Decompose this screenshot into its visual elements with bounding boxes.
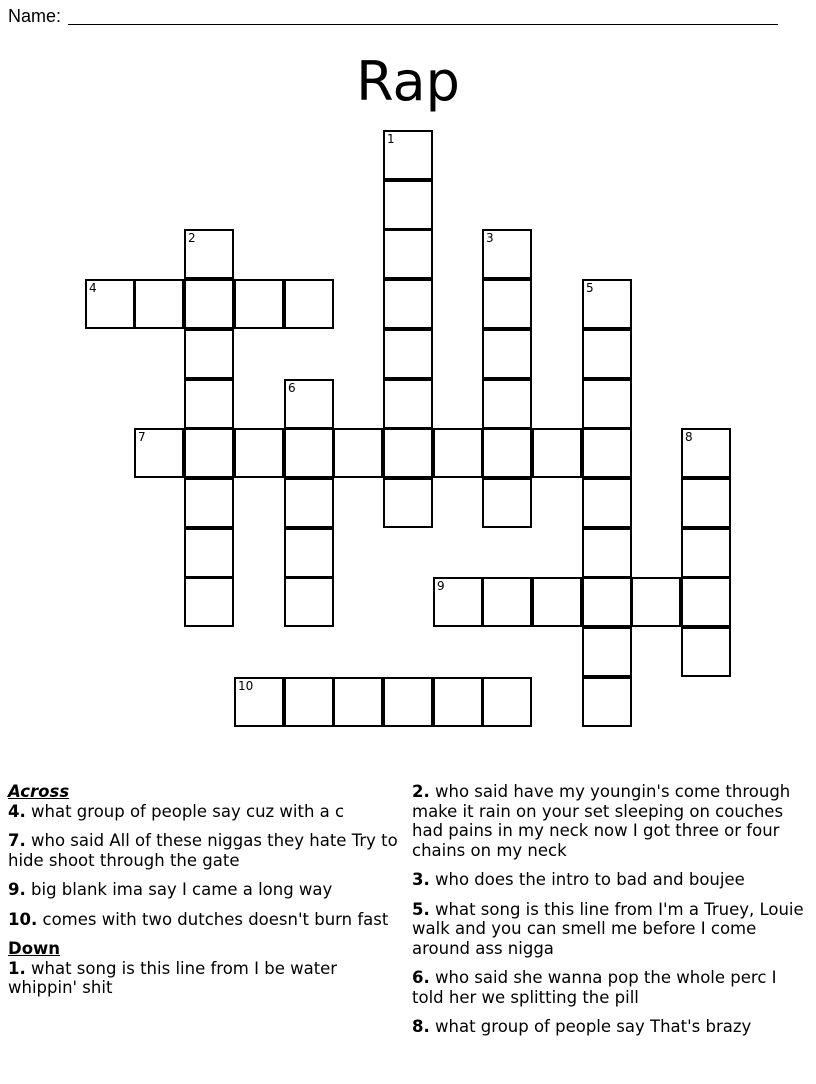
clue-number-label: 2 [188, 231, 196, 245]
grid-cell[interactable] [482, 428, 532, 478]
grid-cell[interactable] [532, 428, 582, 478]
grid-cell[interactable] [582, 329, 632, 379]
clue-text: what group of people say That's brazy [435, 1017, 752, 1036]
grid-cell[interactable] [383, 279, 433, 329]
clue-number: 1 [8, 958, 20, 978]
clue-text: what song is this line from I be water whippin' shit [8, 958, 338, 997]
clue-down-3: 3. who does the intro to bad and boujee [412, 870, 745, 889]
grid-cell[interactable] [184, 478, 234, 528]
clue-across-9: 9. big blank ima say I came a long way [8, 880, 333, 899]
clue-text: who said All of these niggas they hate Try to hide shoot through the gate [8, 831, 398, 870]
grid-cell[interactable] [681, 577, 731, 627]
grid-cell[interactable] [433, 428, 483, 478]
clue-down-1: 1. what song is this line from I be water whippin' shit [8, 958, 338, 997]
across-clues [8, 782, 398, 1008]
grid-cell[interactable] [284, 577, 334, 627]
clue-text: what song is this line from I'm a Truey, Louie walk and you can smell me before I come around ass nigga [412, 899, 804, 958]
grid-cell[interactable] [383, 180, 433, 230]
grid-cell[interactable] [482, 677, 532, 727]
clue-text: big blank ima say I came a long way [31, 880, 333, 899]
clue-down-5: 5. what song is this line from I'm a Truey, Louie walk and you can smell me before I come around ass nigga [412, 899, 804, 958]
grid-cell[interactable] [383, 329, 433, 379]
clue-number: 4 [8, 801, 20, 821]
clue-number-label: 7 [138, 430, 146, 444]
clue-across-7: 7. who said All of these niggas they hate Try to hide shoot through the gate [8, 831, 398, 870]
clue-down-2: 2. who said have my youngin's come through make it rain on your set sleeping on couches had pains in my neck now I got three or four chains on my neck [412, 782, 791, 860]
grid-cell[interactable] [482, 478, 532, 528]
clue-text: who does the intro to bad and boujee [435, 870, 745, 889]
grid-cell[interactable] [433, 677, 483, 727]
grid-cell-9[interactable] [433, 577, 483, 627]
grid-cell[interactable] [631, 577, 681, 627]
grid-cell[interactable] [582, 379, 632, 429]
grid-cell[interactable] [234, 428, 284, 478]
grid-cell[interactable] [383, 677, 433, 727]
clue-number: 6 [412, 968, 424, 987]
grid-cell-1[interactable] [383, 130, 433, 180]
grid-cell[interactable] [582, 428, 632, 478]
grid-cell[interactable] [333, 677, 383, 727]
across-heading: Across [8, 782, 70, 801]
grid-cell[interactable] [582, 677, 632, 727]
clue-number: 10 [8, 909, 31, 929]
clue-down-6: 6. who said she wanna pop the whole perc I told her we splitting the pill [412, 968, 777, 1007]
grid-cell-4[interactable] [85, 279, 135, 329]
grid-cell[interactable] [681, 478, 731, 528]
down-clues [412, 782, 812, 1047]
grid-cell[interactable] [184, 577, 234, 627]
clue-number: 7 [8, 831, 20, 850]
clue-down-8: 8. what group of people say That's brazy [412, 1017, 752, 1036]
puzzle-title: Rap [356, 50, 460, 113]
clue-across-10: 10. comes with two dutches doesn't burn fast [8, 909, 389, 929]
grid-cell[interactable] [333, 428, 383, 478]
grid-cell[interactable] [532, 577, 582, 627]
clue-number: 3 [412, 870, 424, 889]
clue-text: who said she wanna pop the whole perc I told her we splitting the pill [412, 968, 777, 1007]
clue-number-label: 9 [437, 579, 445, 593]
grid-cell-2[interactable] [184, 229, 234, 279]
clue-number-label: 10 [238, 679, 254, 693]
clue-across-4: 4. what group of people say cuz with a c [8, 801, 345, 821]
grid-cell[interactable] [284, 279, 334, 329]
grid-cell[interactable] [184, 329, 234, 379]
clue-text: comes with two dutches doesn't burn fast [42, 909, 389, 929]
grid-cell[interactable] [284, 478, 334, 528]
grid-cell-6[interactable] [284, 379, 334, 429]
grid-cell[interactable] [582, 577, 632, 627]
clue-number: 2 [412, 782, 424, 801]
grid-cell[interactable] [134, 279, 184, 329]
grid-cell[interactable] [482, 577, 532, 627]
clue-number-label: 3 [486, 231, 494, 245]
clue-text: who said have my youngin's come through make it rain on your set sleeping on couches had pains in my neck now I got three or four chains on my neck [412, 782, 791, 860]
clue-number: 5 [412, 899, 424, 919]
grid-cell[interactable] [284, 677, 334, 727]
grid-cell[interactable] [681, 627, 731, 677]
grid-cell[interactable] [681, 528, 731, 578]
clue-number-label: 6 [288, 381, 296, 395]
clue-number-label: 1 [387, 132, 395, 146]
grid-cell[interactable] [383, 379, 433, 429]
grid-cell-10[interactable] [234, 677, 284, 727]
grid-cell[interactable] [582, 478, 632, 528]
clue-number-label: 8 [685, 430, 693, 444]
grid-cell[interactable] [482, 379, 532, 429]
grid-cell[interactable] [234, 279, 284, 329]
clue-text: what group of people say cuz with a c [31, 801, 345, 821]
grid-cell[interactable] [383, 428, 433, 478]
grid-cell[interactable] [284, 528, 334, 578]
clue-number-label: 5 [586, 281, 594, 295]
down-heading: Down [8, 939, 61, 958]
clue-number-label: 4 [89, 281, 97, 295]
grid-cell-5[interactable] [582, 279, 632, 329]
grid-cell[interactable] [383, 229, 433, 279]
grid-cell[interactable] [582, 627, 632, 677]
grid-cell[interactable] [383, 478, 433, 528]
name-label: Name: [8, 6, 62, 26]
grid-cell[interactable] [184, 279, 234, 329]
clue-number: 9 [8, 880, 20, 899]
grid-cell[interactable] [184, 528, 234, 578]
clue-number: 8 [412, 1017, 424, 1036]
grid-cell[interactable] [184, 379, 234, 429]
grid-cell[interactable] [284, 428, 334, 478]
grid-cell[interactable] [482, 279, 532, 329]
grid-cell[interactable] [582, 528, 632, 578]
grid-cell-3[interactable] [482, 229, 532, 279]
grid-cell[interactable] [482, 329, 532, 379]
grid-cell-8[interactable] [681, 428, 731, 478]
grid-cell[interactable] [184, 428, 234, 478]
grid-cell-7[interactable] [134, 428, 184, 478]
